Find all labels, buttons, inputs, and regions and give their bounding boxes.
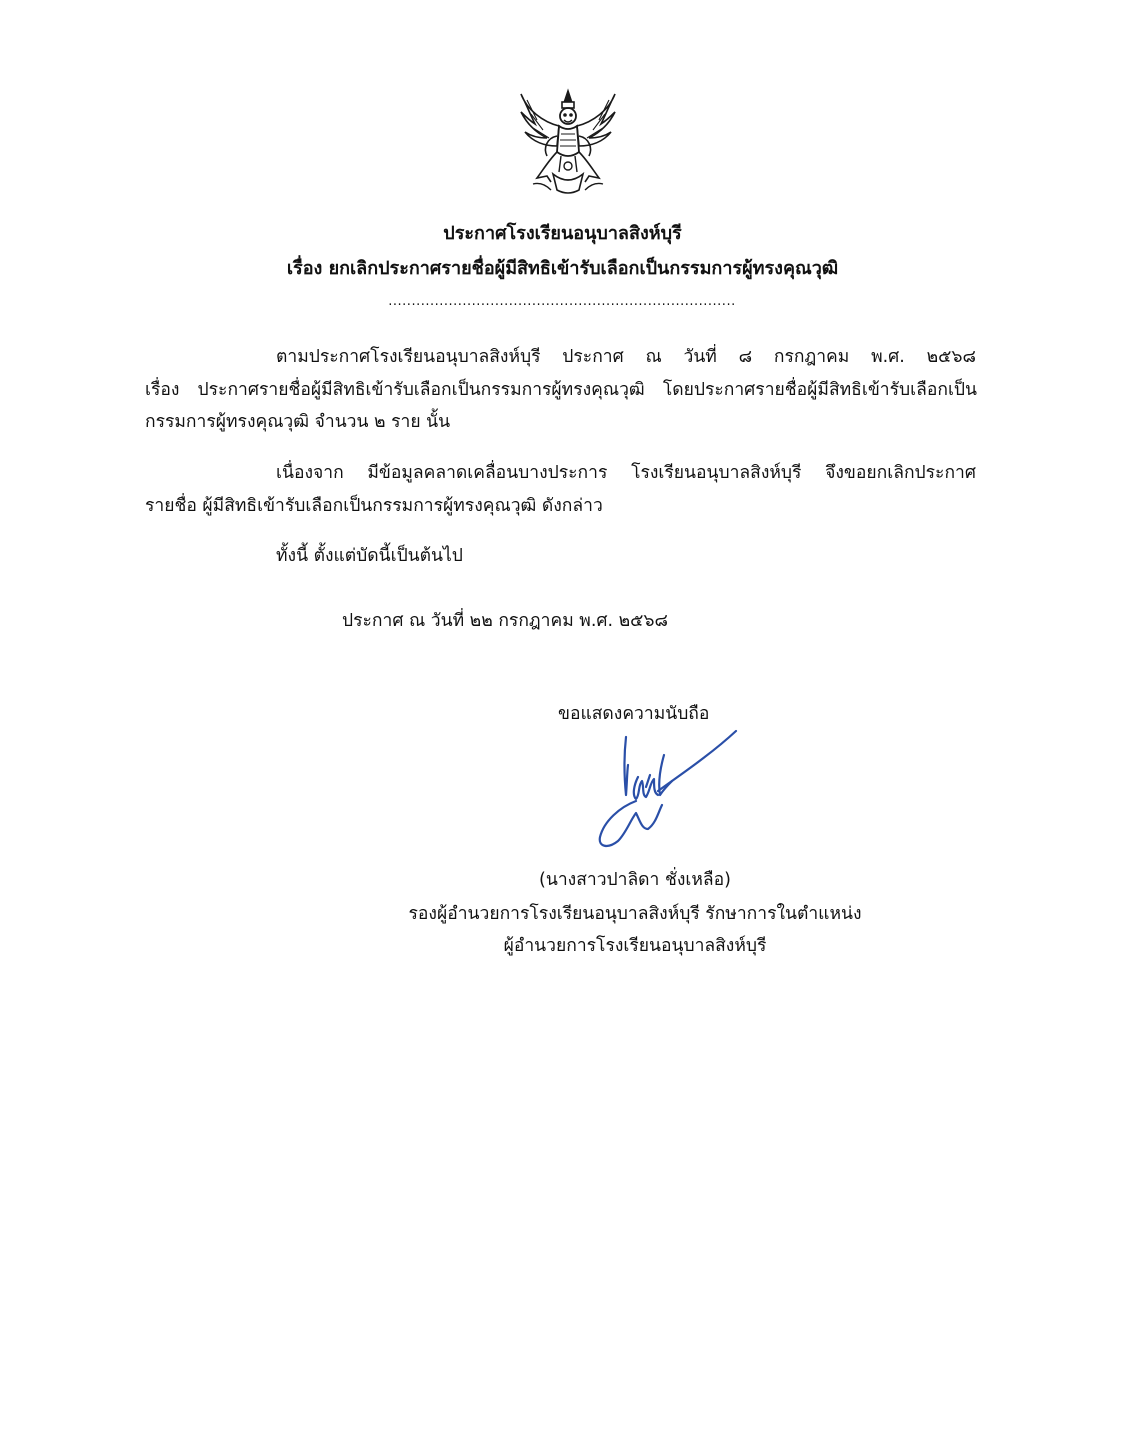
paragraph2-line1: เนื่องจาก มีข้อมูลคลาดเคลื่อนบางประการ โรงเรียนอนุบาลสิงห์บุรี จึงขอยกเลิกประกาศ — [276, 463, 976, 483]
signer-name: (นางสาวปาลิดา ชั่งเหลือ) — [539, 870, 731, 890]
closing-salutation: ขอแสดงความนับถือ — [558, 704, 710, 724]
separator-dots: ........................................................................... — [388, 294, 736, 309]
signer-position-line1: รองผู้อำนวยการโรงเรียนอนุบาลสิงห์บุรี รักษาการในตำแหน่ง — [408, 904, 862, 924]
paragraph3: ทั้งนี้ ตั้งแต่บัดนี้เป็นต้นไป — [276, 546, 463, 566]
paragraph1-line1: ตามประกาศโรงเรียนอนุบาลสิงห์บุรี ประกาศ ณ วันที่ ๘ กรกฎาคม พ.ศ. ๒๕๖๘ — [276, 347, 976, 367]
paragraph2-line2: รายชื่อ ผู้มีสิทธิเข้ารับเลือกเป็นกรรมการผู้ทรงคุณวุฒิ ดังกล่าว — [145, 496, 603, 516]
announcement-date: ประกาศ ณ วันที่ ๒๒ กรกฎาคม พ.ศ. ๒๕๖๘ — [342, 611, 669, 631]
signature-image — [580, 725, 750, 860]
paragraph1-line2: เรื่อง ประกาศรายชื่อผู้มีสิทธิเข้ารับเลือกเป็นกรรมการผู้ทรงคุณวุฒิ โดยประกาศรายชื่อผู้มีสิทธิเข้ารับเลือกเป็น — [145, 380, 977, 400]
document-subject: เรื่อง ยกเลิกประกาศรายชื่อผู้มีสิทธิเข้ารับเลือกเป็นกรรมการผู้ทรงคุณวุฒิ — [286, 258, 839, 279]
signer-position-line2: ผู้อำนวยการโรงเรียนอนุบาลสิงห์บุรี — [503, 936, 767, 956]
paragraph1-line3: กรรมการผู้ทรงคุณวุฒิ จำนวน ๒ ราย นั้น — [145, 412, 451, 432]
document-title: ประกาศโรงเรียนอนุบาลสิงห์บุรี — [443, 223, 682, 244]
garuda-emblem — [513, 86, 623, 198]
